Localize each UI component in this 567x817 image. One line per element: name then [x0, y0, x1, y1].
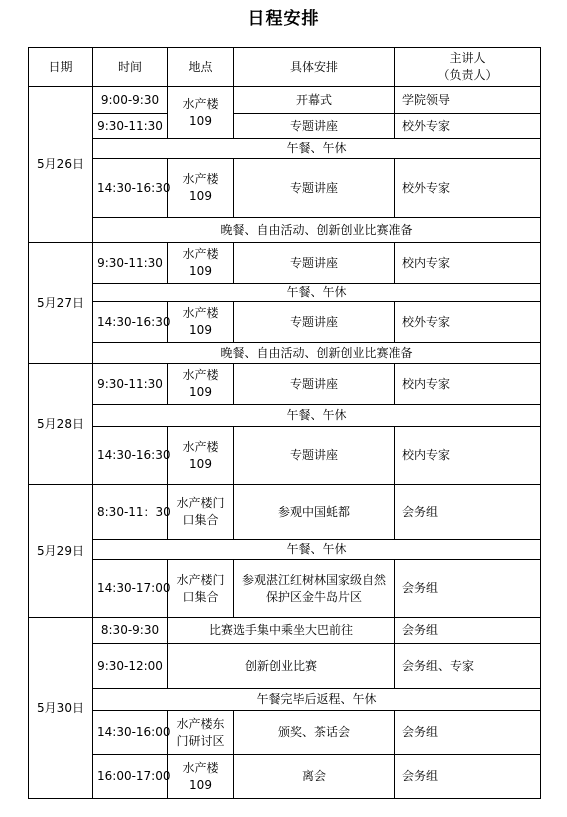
date-cell: 5月27日 [29, 243, 93, 364]
schedule-table [28, 47, 541, 799]
place-cell: 水产楼109 [168, 364, 234, 405]
break-cell: 晚餐、自由活动、创新创业比赛准备 [93, 218, 541, 243]
table-row [29, 540, 541, 560]
page-title: 日程安排 [247, 9, 320, 29]
plan-cell: 开幕式 [234, 87, 395, 114]
table-row [29, 159, 541, 218]
time-cell: 14:30-16:30 [93, 302, 168, 343]
break-cell: 午餐完毕后返程、午休 [93, 689, 541, 711]
time-cell: 9:30-12:00 [93, 644, 168, 689]
plan-cell: 创新创业比赛 [168, 644, 395, 689]
time-cell: 14:30-16:30 [93, 159, 168, 218]
time-cell: 8:30-9:30 [93, 618, 168, 644]
date-cell: 5月26日 [29, 87, 93, 243]
speaker-cell: 校外专家 [395, 302, 541, 343]
break-cell: 午餐、午休 [93, 139, 541, 159]
plan-cell: 专题讲座 [234, 364, 395, 405]
place-cell: 水产楼109 [168, 755, 234, 799]
header-date: 日期 [29, 48, 93, 87]
plan-cell: 离会 [234, 755, 395, 799]
table-row [29, 243, 541, 284]
break-cell: 午餐、午休 [93, 284, 541, 302]
table-row [29, 427, 541, 485]
speaker-cell: 会务组 [395, 485, 541, 540]
table-row [29, 364, 541, 405]
time-cell: 9:30-11:30 [93, 364, 168, 405]
plan-cell: 专题讲座 [234, 159, 395, 218]
speaker-cell: 校内专家 [395, 427, 541, 485]
speaker-cell: 会务组 [395, 711, 541, 755]
header-speaker-line2: （负责人） [437, 68, 498, 82]
time-cell: 8:30-11：30 [93, 485, 168, 540]
header-place: 地点 [168, 48, 234, 87]
break-cell: 晚餐、自由活动、创新创业比赛准备 [93, 343, 541, 364]
time-cell: 9:30-11:30 [93, 114, 168, 139]
time-cell: 14:30-16:30 [93, 427, 168, 485]
place-cell: 水产楼109 [168, 243, 234, 284]
plan-cell: 颁奖、茶话会 [234, 711, 395, 755]
place-cell: 水产楼109 [168, 302, 234, 343]
date-cell: 5月28日 [29, 364, 93, 485]
header-speaker [395, 48, 541, 87]
plan-cell: 专题讲座 [234, 243, 395, 284]
table-row [29, 689, 541, 711]
table-row [29, 618, 541, 644]
speaker-cell: 会务组 [395, 560, 541, 618]
time-cell: 9:30-11:30 [93, 243, 168, 284]
table-row [29, 218, 541, 243]
table-row [29, 302, 541, 343]
date-cell: 5月30日 [29, 618, 93, 799]
place-cell: 水产楼门口集合 [168, 485, 234, 540]
table-row [29, 711, 541, 755]
table-row [29, 405, 541, 427]
table-row [29, 139, 541, 159]
speaker-cell: 会务组 [395, 618, 541, 644]
time-cell: 16:00-17:00 [93, 755, 168, 799]
header-row [29, 48, 541, 87]
plan-cell: 专题讲座 [234, 114, 395, 139]
header-time: 时间 [93, 48, 168, 87]
place-cell: 水产楼109 [168, 159, 234, 218]
speaker-cell: 校内专家 [395, 243, 541, 284]
plan-cell: 比赛选手集中乘坐大巴前往 [168, 618, 395, 644]
break-cell: 午餐、午休 [93, 540, 541, 560]
place-cell: 水产楼109 [168, 427, 234, 485]
speaker-cell: 学院领导 [395, 87, 541, 114]
table-row [29, 87, 541, 114]
place-cell: 水产楼东门研讨区 [168, 711, 234, 755]
plan-cell: 参观湛江红树林国家级自然保护区金牛岛片区 [234, 560, 395, 618]
place-cell: 水产楼109 [168, 87, 234, 139]
header-speaker-line1: 主讲人 [449, 51, 486, 65]
plan-cell: 专题讲座 [234, 302, 395, 343]
speaker-cell: 校外专家 [395, 159, 541, 218]
time-cell: 14:30-17:00 [93, 560, 168, 618]
table-row [29, 644, 541, 689]
table-row [29, 560, 541, 618]
plan-cell: 专题讲座 [234, 427, 395, 485]
table-row [29, 485, 541, 540]
header-plan: 具体安排 [234, 48, 395, 87]
time-cell: 9:00-9:30 [93, 87, 168, 114]
speaker-cell: 校外专家 [395, 114, 541, 139]
speaker-cell: 会务组 [395, 755, 541, 799]
table-row [29, 755, 541, 799]
table-row [29, 343, 541, 364]
plan-cell: 参观中国蚝都 [234, 485, 395, 540]
break-cell: 午餐、午休 [93, 405, 541, 427]
time-cell: 14:30-16:00 [93, 711, 168, 755]
speaker-cell: 会务组、专家 [395, 644, 541, 689]
speaker-cell: 校内专家 [395, 364, 541, 405]
date-cell: 5月29日 [29, 485, 93, 618]
table-row [29, 284, 541, 302]
place-cell: 水产楼门口集合 [168, 560, 234, 618]
table-row [29, 114, 541, 139]
